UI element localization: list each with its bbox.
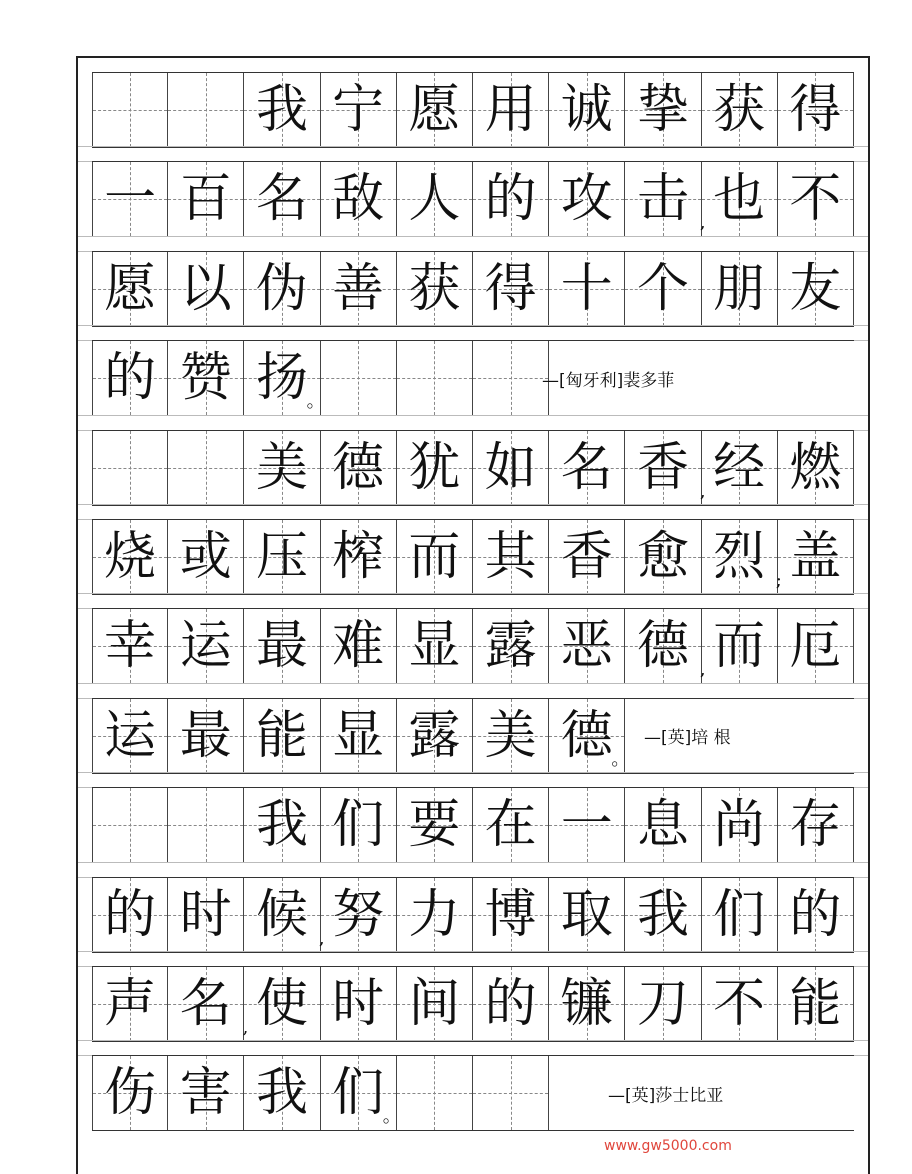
character: 伤	[104, 1063, 157, 1124]
character: 香	[560, 527, 613, 587]
character	[93, 73, 167, 147]
punctuation-mark: ,	[242, 1017, 249, 1038]
character: 经	[713, 437, 766, 498]
character: 愿	[408, 80, 461, 140]
character: 朋	[713, 258, 766, 319]
character: 的	[104, 884, 157, 945]
character: 使	[255, 974, 308, 1034]
grid-cell	[321, 788, 397, 862]
grid-cell	[92, 609, 168, 683]
character: 名	[560, 437, 613, 498]
grid-cell	[168, 431, 244, 505]
character	[321, 341, 396, 415]
character: 我	[255, 1063, 308, 1124]
character: 犹	[408, 437, 461, 498]
grid-row	[92, 1055, 854, 1131]
grid-cell	[549, 73, 625, 147]
grid-cell	[92, 520, 168, 594]
character: 们	[332, 795, 385, 856]
grid-row	[92, 877, 854, 953]
grid-cell	[168, 699, 244, 773]
character: 伪	[255, 258, 308, 319]
character: 力	[408, 884, 461, 945]
character: 名	[255, 169, 308, 230]
character: 能	[255, 705, 308, 766]
character: 害	[179, 1063, 232, 1124]
character: 的	[789, 884, 842, 945]
character: 击	[636, 169, 689, 230]
grid-cell	[702, 520, 782, 594]
character: 的	[484, 169, 537, 230]
grid-cell	[92, 252, 168, 326]
grid-cell	[473, 788, 549, 862]
grid-cell	[168, 73, 244, 147]
quote-attribution: —[英]莎士比亚	[608, 1085, 724, 1106]
character: 榨	[332, 527, 385, 587]
grid-cell	[473, 609, 549, 683]
character: 美	[255, 437, 308, 498]
grid-row	[92, 608, 854, 684]
grid-cell	[625, 520, 701, 594]
grid-cell	[321, 609, 397, 683]
grid-cell	[397, 341, 473, 415]
character: 德	[560, 705, 613, 766]
character: 获	[408, 258, 461, 319]
grid-cell	[625, 73, 701, 147]
grid-cell	[321, 162, 397, 236]
punctuation-mark: ,	[699, 659, 706, 681]
character: 盖	[789, 527, 842, 587]
grid-cell	[778, 73, 854, 147]
character: 燃	[789, 437, 842, 498]
grid-cell	[397, 162, 473, 236]
character: 的	[104, 348, 157, 409]
grid-cell	[321, 341, 397, 415]
character: 的	[484, 974, 537, 1034]
character: 宁	[332, 80, 385, 140]
grid-cell	[92, 699, 168, 773]
row-separator-band	[78, 146, 868, 162]
character: 百	[179, 169, 232, 230]
row-separator-band	[78, 415, 868, 431]
character: 挚	[636, 80, 689, 140]
row-separator-band	[78, 1040, 868, 1056]
character: 以	[179, 258, 232, 319]
grid-cell	[473, 967, 549, 1041]
character: 愿	[104, 258, 157, 319]
grid-cell	[473, 252, 549, 326]
grid-cell	[549, 788, 625, 862]
grid-cell	[473, 878, 549, 952]
grid-cell	[549, 878, 625, 952]
grid-cell	[321, 252, 397, 326]
grid-cell	[92, 878, 168, 952]
grid-cell	[473, 1056, 549, 1130]
character: 厄	[789, 616, 842, 677]
grid-cell	[92, 341, 168, 415]
character: 个	[636, 258, 689, 319]
grid-row	[92, 430, 854, 506]
punctuation-mark: ,	[699, 212, 706, 234]
grid-cell	[549, 520, 625, 594]
character: 取	[560, 884, 613, 945]
grid-cell	[397, 520, 473, 594]
row-separator-band	[78, 593, 868, 609]
grid-cell	[473, 162, 549, 236]
grid-cell	[625, 162, 706, 236]
grid-cell	[321, 520, 397, 594]
character: 显	[332, 705, 385, 766]
grid-cell	[397, 252, 473, 326]
character: 运	[179, 616, 232, 677]
character: 一	[560, 795, 613, 856]
character: 得	[789, 80, 842, 140]
row-separator-band	[78, 862, 868, 878]
character: 能	[789, 974, 842, 1034]
character: 不	[789, 169, 842, 230]
grid-cell	[244, 162, 320, 236]
grid-cell	[321, 431, 397, 505]
grid-cell	[473, 341, 549, 415]
punctuation-mark: 。	[382, 1106, 401, 1128]
grid-cell	[168, 788, 244, 862]
character: 要	[408, 795, 461, 856]
grid-row	[92, 519, 854, 595]
character: 运	[104, 705, 157, 766]
grid-cell	[321, 1056, 401, 1130]
row-separator-band	[78, 951, 868, 967]
character: 用	[484, 80, 537, 140]
grid-cell	[778, 609, 854, 683]
grid-cell	[244, 520, 320, 594]
grid-cell	[244, 699, 320, 773]
grid-cell	[473, 431, 549, 505]
character: 刀	[636, 974, 689, 1034]
watermark: www.gw5000.com	[604, 1138, 732, 1154]
character: 我	[636, 884, 689, 945]
character: 德	[636, 616, 689, 677]
punctuation-mark: ,	[318, 927, 325, 949]
grid-cell	[778, 431, 854, 505]
character: 获	[713, 80, 766, 140]
grid-cell	[397, 431, 473, 505]
grid-cell	[321, 699, 397, 773]
row-separator-band	[78, 683, 868, 699]
character: 名	[179, 974, 232, 1034]
character: 难	[332, 616, 385, 677]
grid-cell	[168, 252, 244, 326]
grid-cell	[702, 73, 778, 147]
grid-cell	[168, 162, 244, 236]
character: 露	[484, 616, 537, 677]
grid-cell	[168, 520, 244, 594]
character: 最	[255, 616, 308, 677]
grid-cell	[321, 73, 397, 147]
grid-cell	[702, 967, 778, 1041]
character: 愈	[636, 527, 689, 587]
grid-cell	[778, 788, 854, 862]
grid-cell	[549, 252, 625, 326]
character: 努	[332, 884, 385, 945]
row-separator-band	[78, 504, 868, 520]
grid-cell	[699, 609, 778, 683]
grid-cell	[549, 609, 625, 683]
character	[93, 788, 167, 862]
character: 我	[255, 80, 308, 140]
character: 显	[408, 616, 461, 677]
punctuation-mark: ,	[699, 480, 706, 502]
punctuation-mark: 。	[611, 748, 630, 770]
grid-cell	[778, 162, 854, 236]
character	[473, 1056, 548, 1130]
punctuation-mark: ;	[775, 570, 782, 591]
character: 息	[636, 795, 689, 856]
character: 如	[484, 437, 537, 498]
character: 而	[408, 527, 461, 587]
character: 幸	[104, 616, 157, 677]
character: 存	[789, 795, 842, 856]
grid-cell	[778, 967, 854, 1041]
grid-row	[92, 787, 854, 863]
grid-cell	[473, 699, 549, 773]
grid-row	[92, 251, 854, 327]
character: 善	[332, 258, 385, 319]
character: 在	[484, 795, 537, 856]
character: 最	[179, 705, 232, 766]
character: 博	[484, 884, 537, 945]
grid-cell	[397, 788, 473, 862]
grid-cell	[244, 252, 320, 326]
character: 间	[408, 974, 461, 1034]
grid-cell	[244, 967, 320, 1041]
grid-cell	[397, 967, 473, 1041]
grid-cell	[625, 609, 706, 683]
grid-row	[92, 340, 854, 416]
character: 候	[255, 884, 308, 945]
character: 时	[179, 884, 232, 945]
character: 其	[484, 527, 537, 587]
grid-cell	[702, 788, 778, 862]
punctuation-mark: 。	[306, 391, 325, 413]
grid-cell	[244, 788, 320, 862]
grid-cell	[778, 878, 854, 952]
character: 香	[636, 437, 689, 498]
character	[397, 341, 472, 415]
grid-cell	[625, 788, 701, 862]
grid-cell	[699, 162, 778, 236]
grid-cell	[318, 878, 397, 952]
character: 诚	[560, 80, 613, 140]
character: 一	[104, 169, 157, 230]
grid-cell	[397, 609, 473, 683]
character: 们	[332, 1063, 385, 1124]
character: 们	[713, 884, 766, 945]
grid-cell	[549, 967, 625, 1041]
grid-cell	[168, 1056, 244, 1130]
character: 恶	[560, 616, 613, 677]
character: 美	[484, 705, 537, 766]
character: 人	[408, 169, 461, 230]
grid-cell	[778, 252, 854, 326]
practice-sheet	[76, 56, 870, 1174]
grid-cell	[92, 162, 168, 236]
grid-cell	[168, 878, 244, 952]
grid-cell	[397, 1056, 473, 1130]
grid-cell	[702, 252, 778, 326]
grid-cell	[625, 967, 701, 1041]
grid-cell	[549, 699, 630, 773]
grid-cell	[92, 967, 168, 1041]
grid-row	[92, 161, 854, 237]
character	[93, 431, 167, 505]
grid-cell	[775, 520, 854, 594]
character: 十	[560, 258, 613, 319]
character: 时	[332, 974, 385, 1034]
grid-cell	[168, 341, 244, 415]
character	[397, 1056, 472, 1130]
grid-cell	[699, 431, 778, 505]
character	[168, 73, 243, 147]
grid-cell	[92, 1056, 168, 1130]
grid-cell	[244, 609, 320, 683]
grid-cell	[92, 788, 168, 862]
row-separator-band	[78, 325, 868, 341]
character: 友	[789, 258, 842, 319]
character: 压	[255, 527, 308, 587]
grid-row	[92, 698, 854, 774]
character: 也	[713, 169, 766, 230]
grid-cell	[549, 431, 625, 505]
grid-cell	[244, 1056, 320, 1130]
quote-attribution: —[匈牙利]裴多菲	[542, 370, 675, 391]
grid-cell	[473, 73, 549, 147]
character: 或	[179, 527, 232, 587]
character: 烧	[104, 527, 157, 587]
character: 声	[104, 974, 157, 1034]
grid-cell	[702, 878, 778, 952]
character	[168, 788, 243, 862]
character	[168, 431, 243, 505]
grid-cell	[168, 967, 249, 1041]
character: 露	[408, 705, 461, 766]
character: 德	[332, 437, 385, 498]
row-separator-band	[78, 772, 868, 788]
grid-row	[92, 72, 854, 148]
character: 尚	[713, 795, 766, 856]
grid-cell	[625, 431, 706, 505]
character: 我	[255, 795, 308, 856]
grid-cell	[397, 878, 473, 952]
character: 而	[713, 616, 766, 677]
character: 攻	[560, 169, 613, 230]
grid-cell	[397, 699, 473, 773]
grid-cell	[92, 431, 168, 505]
grid-cell	[473, 520, 549, 594]
grid-cell	[625, 252, 701, 326]
grid-cell	[244, 431, 320, 505]
character: 得	[484, 258, 537, 319]
grid-cell	[244, 73, 320, 147]
character: 烈	[713, 527, 766, 587]
grid-cell	[321, 967, 397, 1041]
grid-cell	[549, 162, 625, 236]
grid-cell	[244, 341, 325, 415]
character: 不	[713, 974, 766, 1034]
grid-cell	[244, 878, 325, 952]
grid-cell	[168, 609, 244, 683]
character	[473, 341, 548, 415]
character: 扬	[255, 348, 308, 409]
grid-row	[92, 966, 854, 1042]
character: 敌	[332, 169, 385, 230]
row-separator-band	[78, 236, 868, 252]
grid-cell	[397, 73, 473, 147]
character: 镰	[560, 974, 613, 1034]
quote-attribution: —[英]培 根	[644, 728, 731, 749]
grid-cell	[92, 73, 168, 147]
grid-cell	[625, 878, 701, 952]
character: 赞	[179, 348, 232, 409]
